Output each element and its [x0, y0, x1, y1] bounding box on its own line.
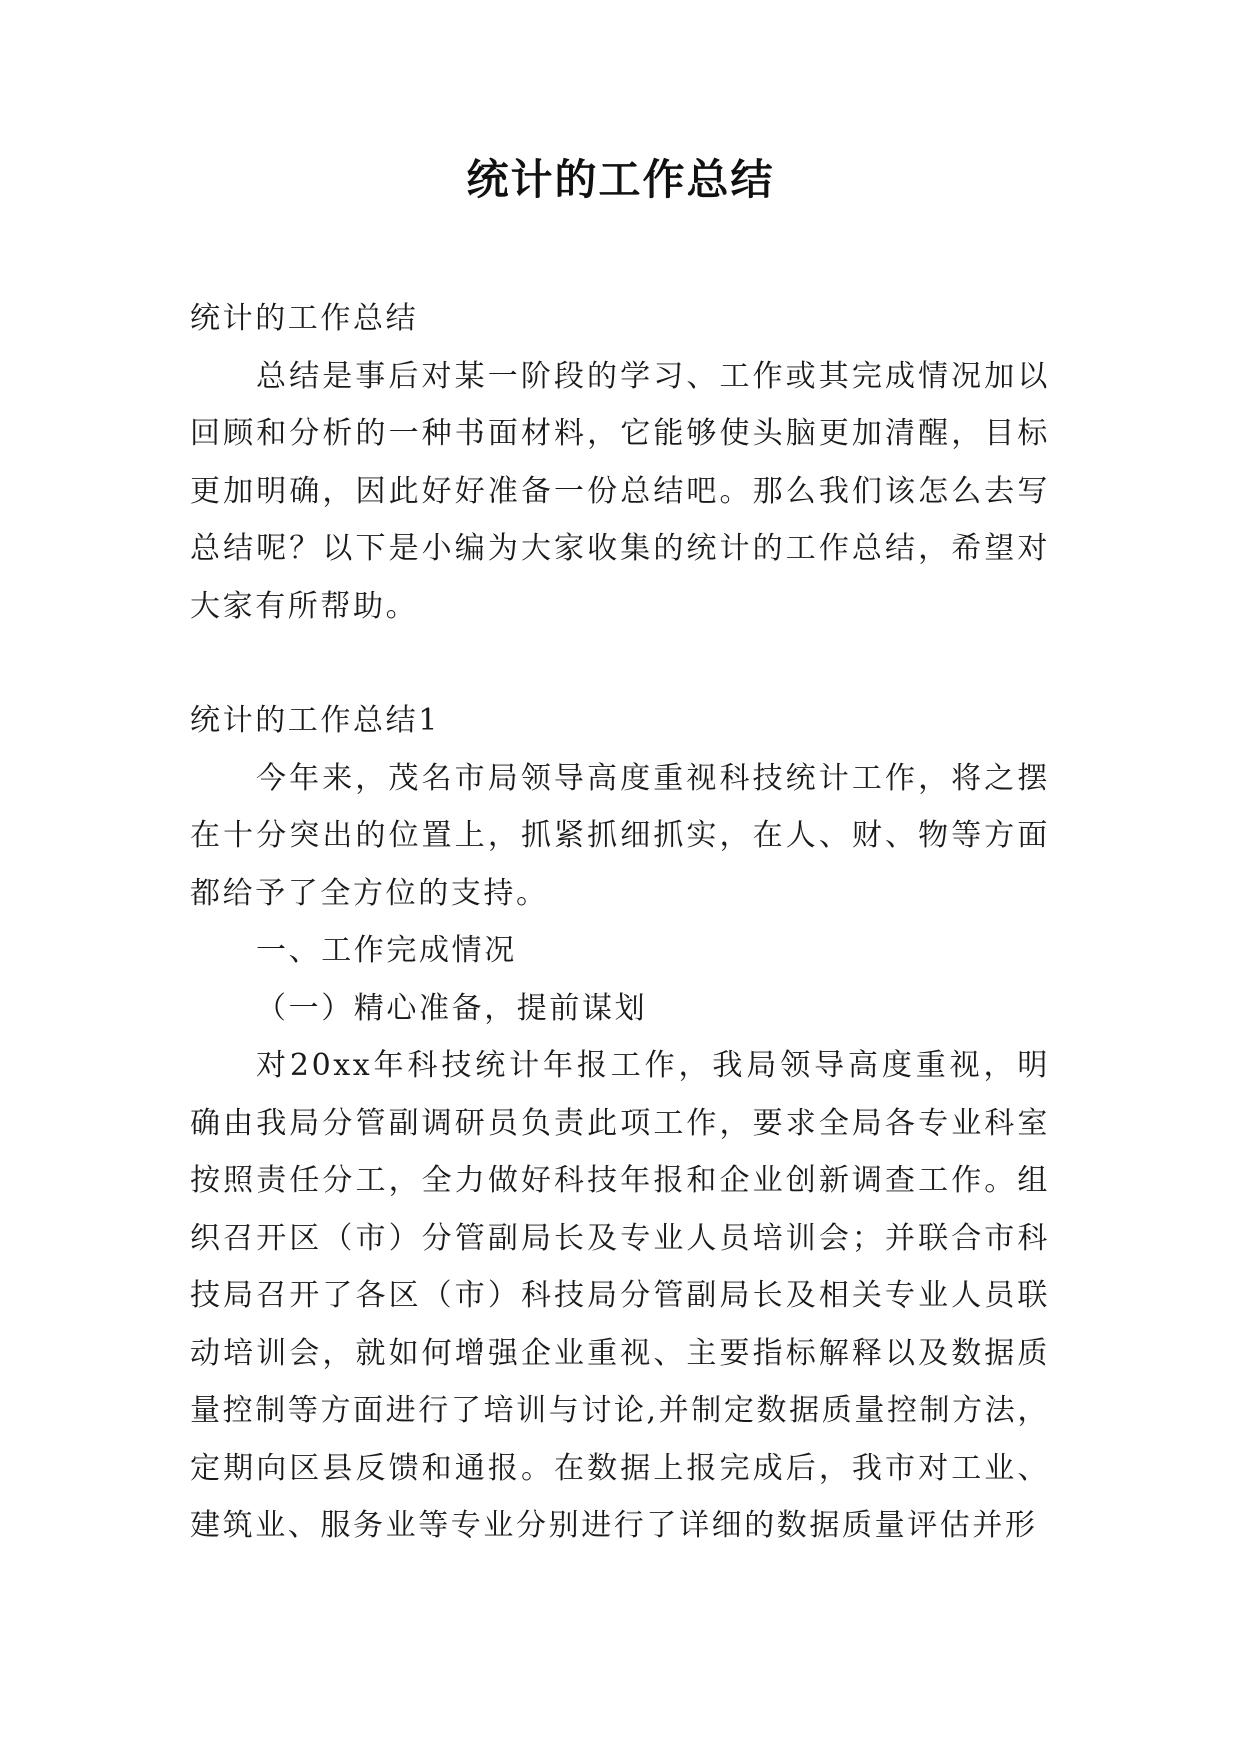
paragraph-spacer — [190, 635, 1050, 692]
intro-paragraph: 总结是事后对某一阶段的学习、工作或其完成情况加以回顾和分析的一种书面材料，它能够使头脑更加清醒，目标更加明确，因此好好准备一份总结吧。那么我们该怎么去写总结呢？以下是小编为大家收集的统计的工作总结，希望对大家有所帮助。 — [190, 358, 1050, 624]
subheading: （一）精心准备，提前谋划 — [256, 990, 648, 1026]
section-heading: 统计的工作总结1 — [190, 703, 440, 738]
document-title: 统计的工作总结 — [466, 155, 775, 204]
subheading: 一、工作完成情况 — [256, 933, 517, 968]
document-body — [190, 290, 1050, 1555]
section-heading: 统计的工作总结 — [190, 301, 419, 336]
body-paragraph: 对20xx年科技统计年报工作，我局领导高度重视，明确由我局分管副调研员负责此项工作，要求全局各专业科室按照责任分工，全力做好科技年报和企业创新调查工作。组织召开区（市）分管副局长及专业人员培训会；并联合市科技局召开了各区（市）科技局分管副局长及相关专业人员联动培训会，就如何增强企业重视、主要指标解释以及数据质量控制等方面进行了培训与讨论,并制定数据质量控制方法，定期向区县反馈和通报。在数据上报完成后，我市对工业、建筑业、服务业等专业分别进行了详细的数据质量评估并形 — [190, 1048, 1050, 1543]
body-paragraph: 今年来，茂名市局领导高度重视科技统计工作，将之摆在十分突出的位置上，抓紧抓细抓实，在人、财、物等方面都给予了全方位的支持。 — [190, 760, 1050, 911]
